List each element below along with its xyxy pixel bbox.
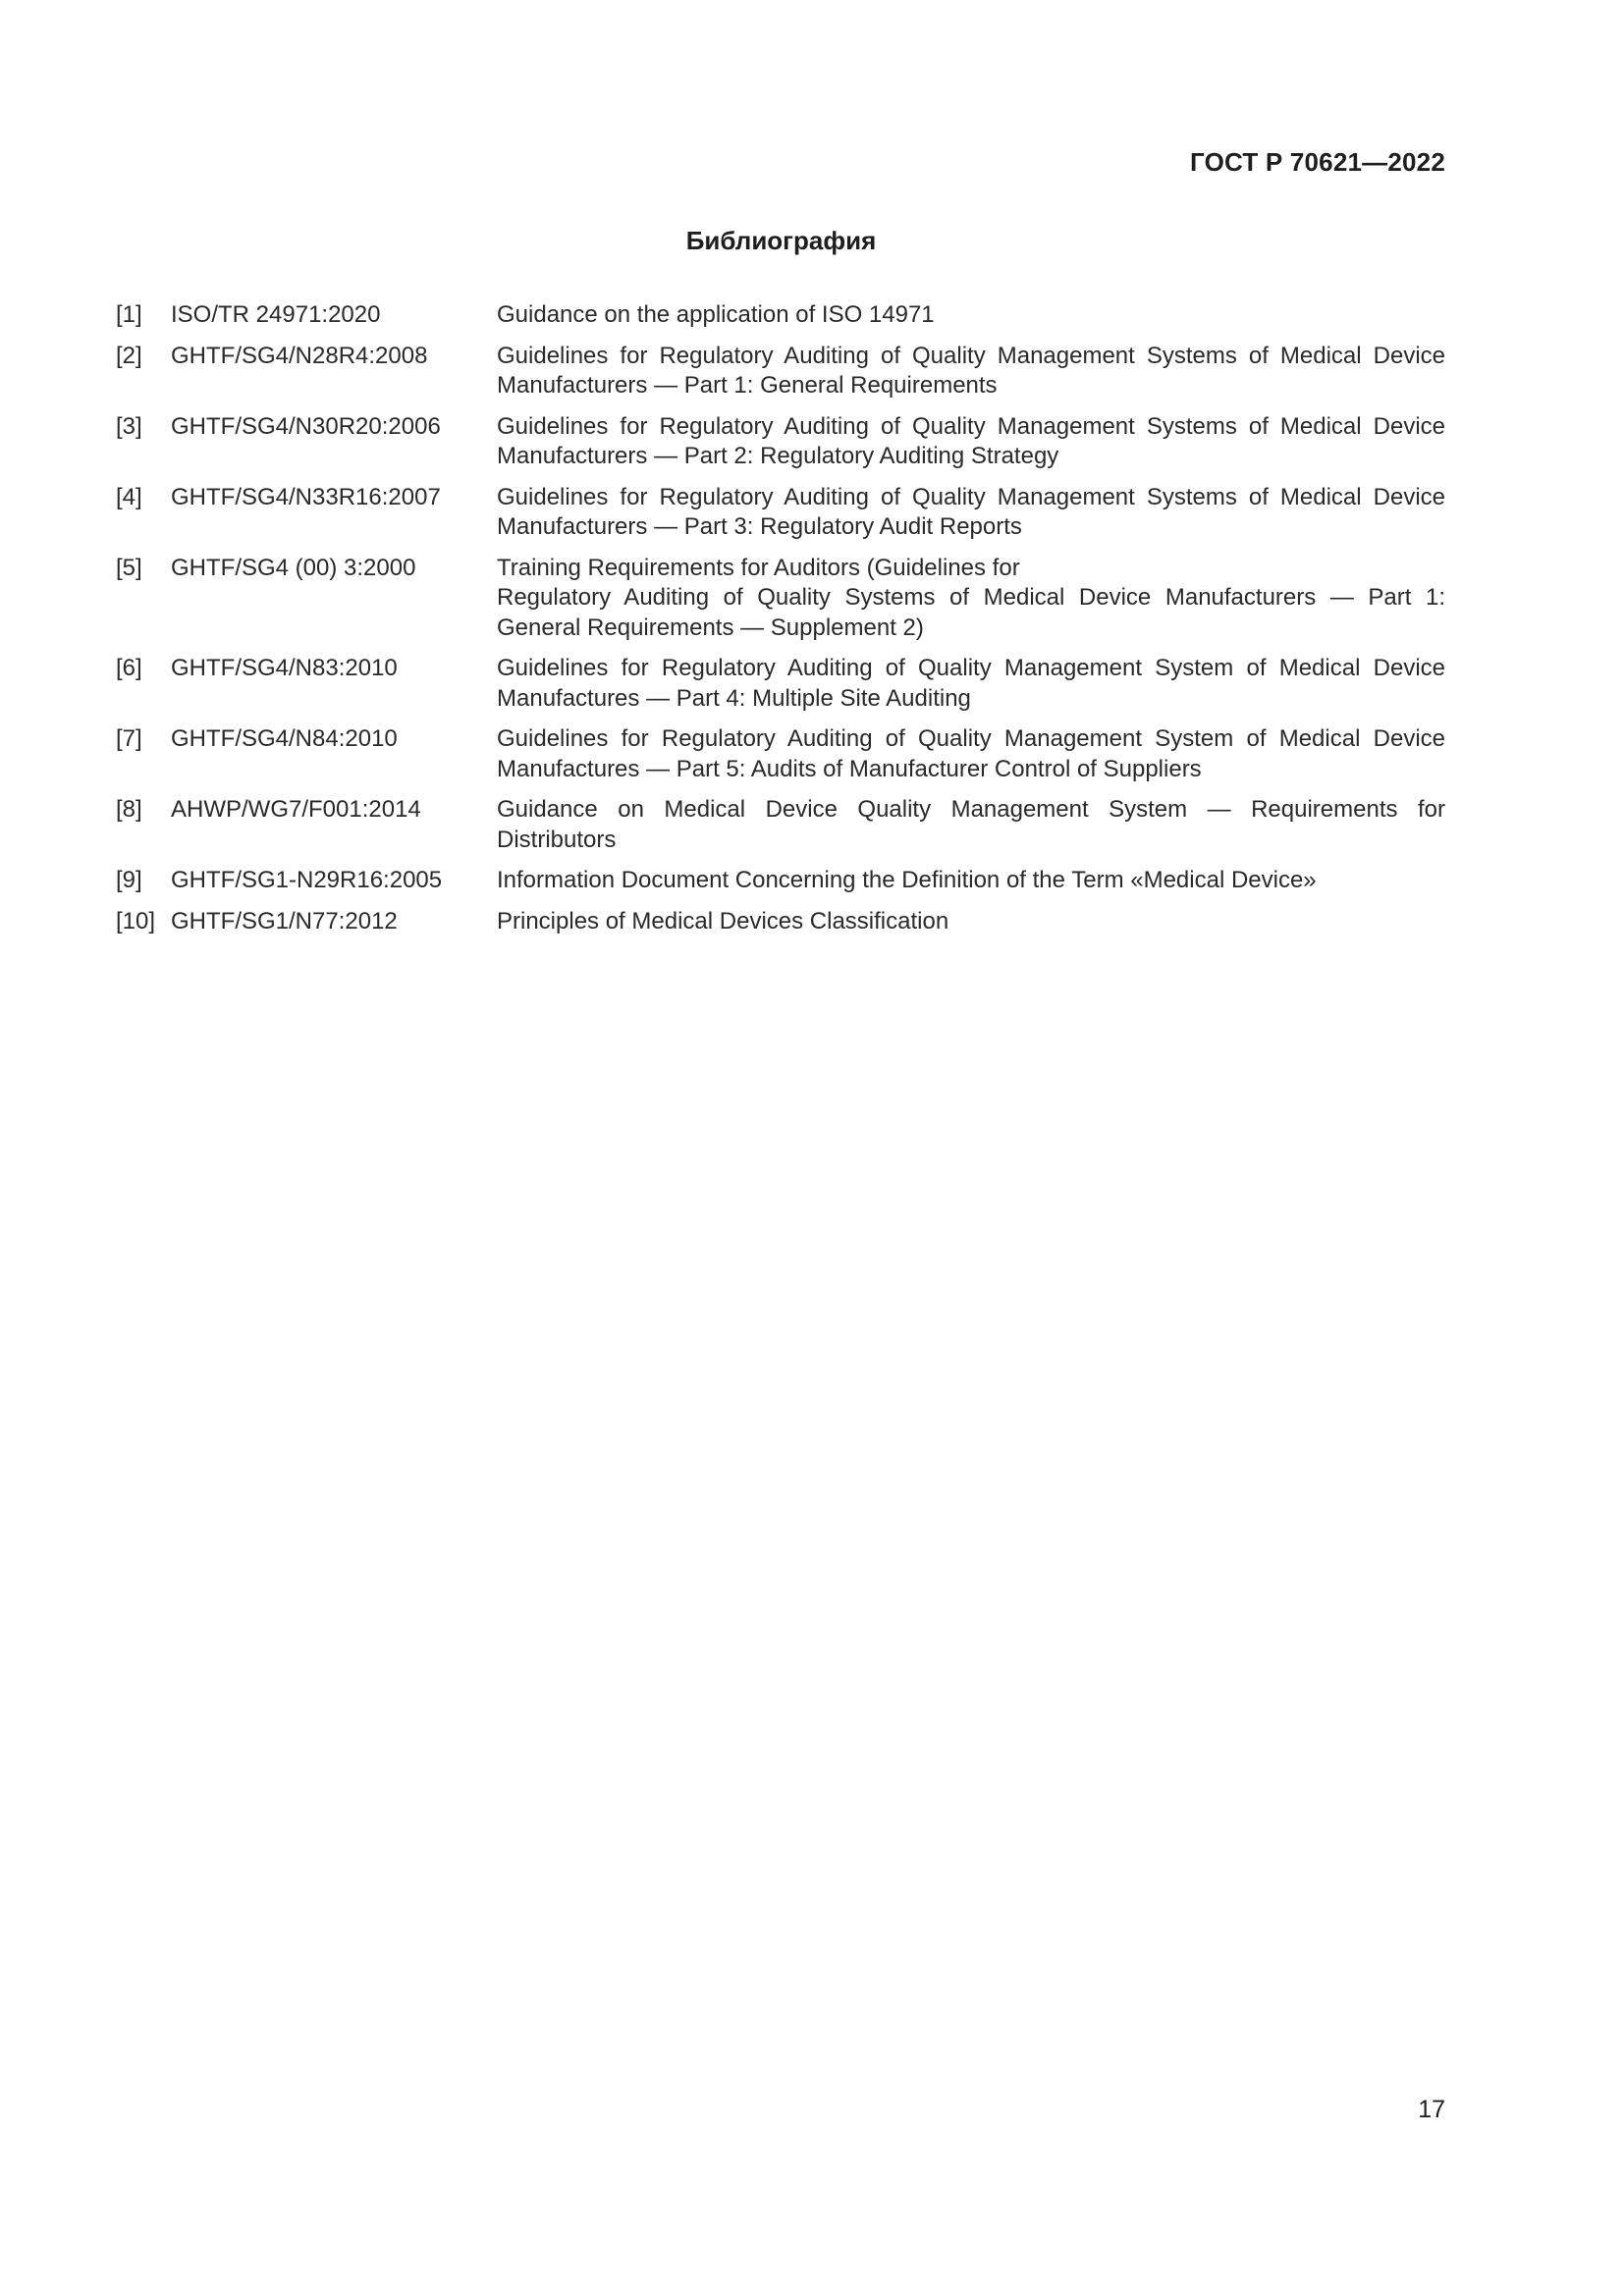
entry-number: [6] [116,655,142,681]
entry-number: [8] [116,796,142,823]
entry-number: [9] [116,867,142,893]
bibliography-entry-9 [116,866,1445,896]
entry-number: [7] [116,725,142,752]
bibliography-entry-5 [116,554,1445,644]
entry-number: [10] [116,907,156,934]
bibliography-entry-4 [116,483,1445,543]
entry-title: Guidelines for Regulatory Auditing of Quality Management System of Medical Device Manufactures — Part 4: Multiple Site Auditing [497,655,1445,712]
entry-code: GHTF/SG4/N33R16:2007 [171,483,441,510]
entry-title-line-2: Regulatory Auditing of Quality Systems of Medical Device Manufacturers — Part 1: General Requirements — Supplement 2) [497,584,1445,641]
entry-code: AHWP/WG7/F001:2014 [171,796,421,823]
bibliography-entry-3 [116,412,1445,472]
section-title: Библиография [685,226,877,255]
entry-code: ISO/TR 24971:2020 [171,301,381,328]
bibliography-entry-8 [116,795,1445,855]
entry-code: GHTF/SG1/N77:2012 [171,907,398,934]
document-code: ГОСТ Р 70621—2022 [1190,147,1445,177]
entry-title: Guidelines for Regulatory Auditing of Quality Management Systems of Medical Device Manufacturers — Part 3: Regulatory Audit Reports [497,483,1445,540]
entry-title: Guidelines for Regulatory Auditing of Quality Management Systems of Medical Device Manufacturers — Part 2: Regulatory Auditing Strategy [497,412,1445,469]
entry-title: Guidance on Medical Device Quality Management System — Requirements for Distributors [497,796,1445,853]
bibliography-entry-2 [116,342,1445,401]
entry-number: [1] [116,301,142,328]
entry-title: Principles of Medical Devices Classification [497,907,949,934]
bibliography-entry-6 [116,654,1445,714]
entry-number: [4] [116,483,142,510]
entry-title: Guidelines for Regulatory Auditing of Quality Management Systems of Medical Device Manufacturers — Part 1: General Requirements [497,342,1445,399]
page-number: 17 [1418,2096,1445,2123]
entry-title: Information Document Concerning the Definition of the Term «Medical Device» [497,867,1317,893]
entry-title-line-1: Training Requirements for Auditors (Guidelines for [497,554,1020,581]
entry-title: Guidelines for Regulatory Auditing of Quality Management System of Medical Device Manufactures — Part 5: Audits of Manufacturer Control of Suppliers [497,725,1445,782]
bibliography-entry-10 [116,907,1445,937]
bibliography-list [116,300,1445,947]
entry-number: [5] [116,554,142,581]
bibliography-entry-7 [116,724,1445,784]
entry-title [497,554,1445,644]
entry-number: [2] [116,342,142,369]
entry-code: GHTF/SG1-N29R16:2005 [171,867,443,893]
entry-number: [3] [116,412,142,440]
entry-code: GHTF/SG4/N84:2010 [171,725,398,752]
entry-code: GHTF/SG4/N30R20:2006 [171,412,441,440]
entry-code: GHTF/SG4/N83:2010 [171,655,398,681]
entry-title: Guidance on the application of ISO 14971 [497,301,935,328]
entry-code: GHTF/SG4 (00) 3:2000 [171,554,416,581]
entry-code: GHTF/SG4/N28R4:2008 [171,342,428,369]
bibliography-entry-1 [116,300,1445,331]
